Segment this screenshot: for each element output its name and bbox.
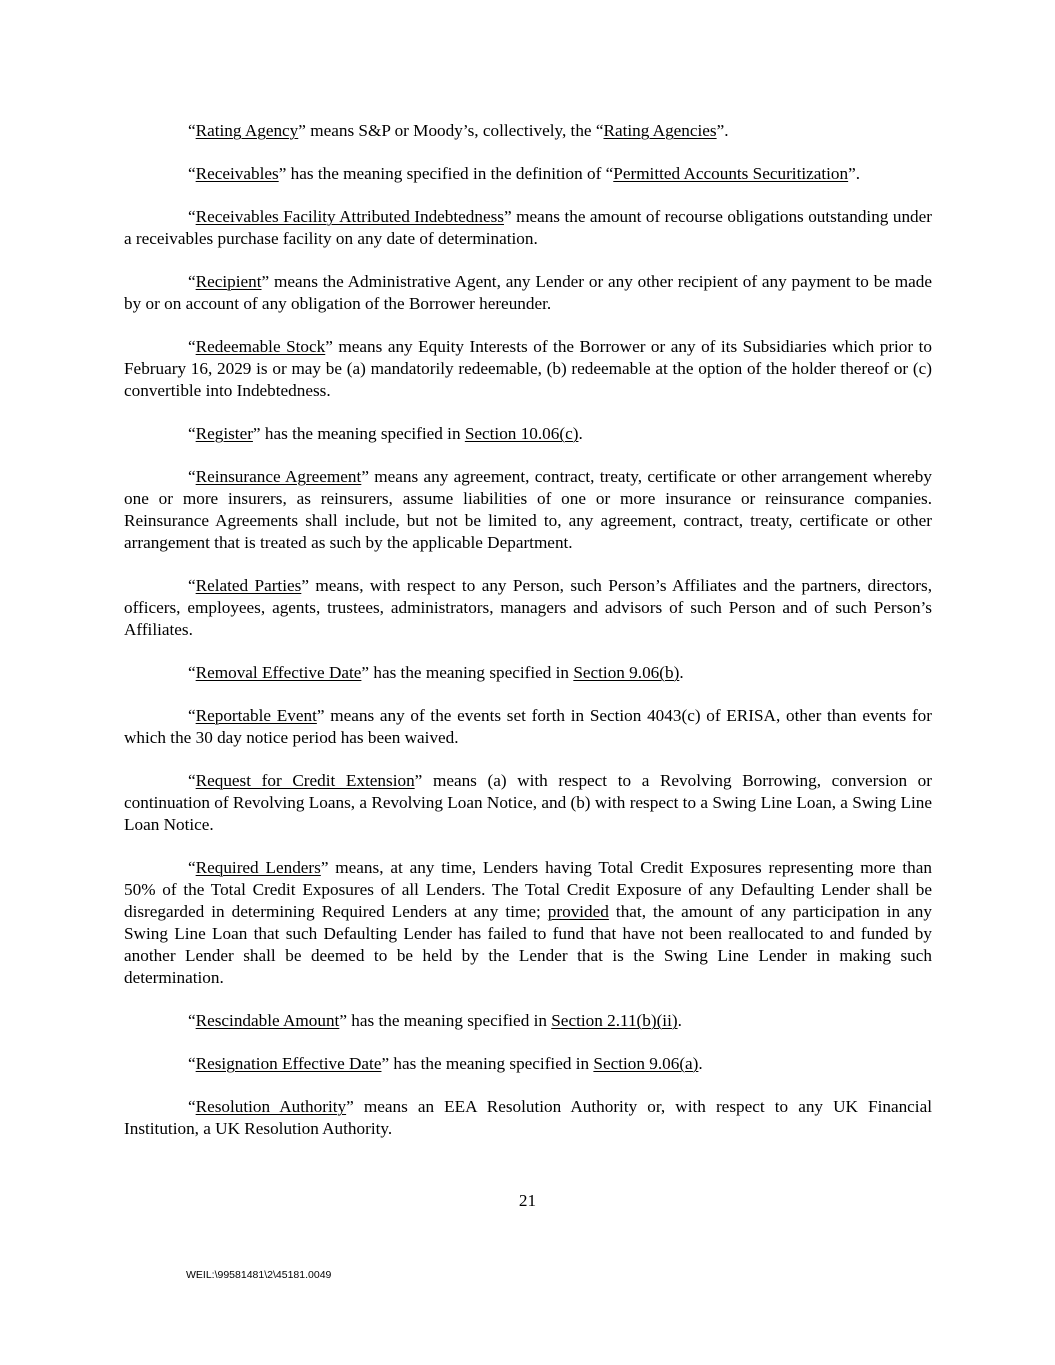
defined-term: Related Parties: [195, 576, 302, 595]
definition-text: means (a) with respect to a Revolving Borrowing, conversion or continuation of Revolving Loans, a Revolving Loan Notice, and (b) with respect to a Swing Line Loan, a Swing Line Loan Notice.: [124, 771, 932, 834]
defined-term: Resolution Authority: [195, 1097, 347, 1116]
definition-paragraph: “Receivables” has the meaning specified in the definition of “Permitted Accounts Securitization”.: [188, 164, 861, 183]
definition-text: means any agreement, contract, treaty, certificate or other arrangement whereby one or more insurers, as reinsurers, assume liabilities of one or more insurance or reinsurance companies. Reinsurance Agreements shall include, but not be limited to, any agreement, contract, treaty, certificate or other arrangement that is treated as such by the applicable Department.: [124, 467, 932, 552]
definition-text: means the amount of recourse obligations outstanding under a receivables purchase facility on any date of determination.: [124, 207, 932, 248]
defined-term: Redeemable Stock: [195, 337, 326, 356]
defined-term: Rating Agency: [195, 121, 299, 140]
definition-text: means, with respect to any Person, such Person’s Affiliates and the partners, directors, officers, employees, agents, trustees, administrators, managers and advisors of such Person and of such Person’s Affiliates.: [124, 576, 932, 639]
cross-reference: provided: [547, 902, 609, 921]
page-number: 21: [518, 1191, 537, 1210]
definition-paragraph: “Request for Credit Extension” means (a) with respect to a Revolving Borrowing, conversion or continuation of Revolving Loans, a Revolving Loan Notice, and (b) with respect to a Swing Line Loan, a Swing Line Loan Notice.: [124, 771, 932, 834]
definition-text: that, the amount of any participation in any Swing Line Loan that such Defaulting Lender has failed to fund that have not been reallocated to and funded by another Lender shall be deemed to be held by the Lender that is the Swing Line Lender in making such determination.: [124, 902, 932, 987]
definition-text: ”.: [716, 121, 729, 140]
cross-reference: Section 10.06(c): [464, 424, 579, 443]
definition-text: .: [677, 1011, 682, 1030]
definition-paragraph: “Register” has the meaning specified in Section 10.06(c).: [188, 424, 583, 443]
defined-term: Register: [195, 424, 253, 443]
definition-paragraph: “Resignation Effective Date” has the meaning specified in Section 9.06(a).: [188, 1054, 703, 1073]
cross-reference: Section 9.06(a): [593, 1054, 699, 1073]
definition-paragraph: “Removal Effective Date” has the meaning specified in Section 9.06(b).: [188, 663, 684, 682]
definition-paragraph: “Redeemable Stock” means any Equity Interests of the Borrower or any of its Subsidiaries which prior to February 16, 2029 is or may be (a) mandatorily redeemable, (b) redeemable at the option of the holder thereof or (c) convertible into Indebtedness.: [124, 337, 932, 400]
definition-text: has the meaning specified in: [346, 1011, 552, 1030]
defined-term: Reportable Event: [195, 706, 317, 725]
cross-reference: Section 2.11(b)(ii): [551, 1011, 678, 1030]
document-id: WEIL:\99581481\2\45181.0049: [186, 1269, 332, 1281]
definition-paragraph: “Related Parties” means, with respect to any Person, such Person’s Affiliates and the partners, directors, officers, employees, agents, trustees, administrators, managers and advisors of such Person and of such Person’s Affiliates.: [124, 576, 932, 639]
definition-paragraph: “Required Lenders” means, at any time, Lenders having Total Credit Exposures representing more than 50% of the Total Credit Exposures of all Lenders. The Total Credit Exposure of any Defaulting Lender shall be disregarded in determining Required Lenders at any time; provided that, the amount of any participation in any Swing Line Loan that such Defaulting Lender has failed to fund that have not been reallocated to and funded by another Lender shall be deemed to be held by the Lender that is the Swing Line Lender in making such determination.: [124, 858, 932, 987]
definition-text: has the meaning specified in: [389, 1054, 594, 1073]
cross-reference: Section 9.06(b): [573, 663, 680, 682]
defined-term: Reinsurance Agreement: [195, 467, 362, 486]
definition-text: has the meaning specified in: [369, 663, 574, 682]
defined-term: Receivables: [195, 164, 279, 183]
definition-paragraph: “Reportable Event” means any of the events set forth in Section 4043(c) of ERISA, other than events for which the 30 day notice period has been waived.: [124, 706, 932, 747]
document-body: [124, 120, 932, 1161]
definition-text: has the meaning specified in: [260, 424, 465, 443]
definition-text: has the meaning specified in the definition of “: [286, 164, 614, 183]
definition-text: means S&P or Moody’s, collectively, the “: [305, 121, 604, 140]
defined-term: Receivables Facility Attributed Indebtedness: [195, 207, 504, 226]
definition-text: means any of the events set forth in Section 4043(c) of ERISA, other than events for which the 30 day notice period has been waived.: [124, 706, 932, 747]
definition-text: ”.: [848, 164, 861, 183]
defined-term: Required Lenders: [195, 858, 321, 877]
definition-text: means the Administrative Agent, any Lender or any other recipient of any payment to be made by or on account of any obligation of the Borrower hereunder.: [124, 272, 932, 313]
definition-text: means any Equity Interests of the Borrower or any of its Subsidiaries which prior to February 16, 2029 is or may be (a) mandatorily redeemable, (b) redeemable at the option of the holder thereof or (c) convertible into Indebtedness.: [124, 337, 932, 400]
defined-term: Resignation Effective Date: [195, 1054, 382, 1073]
cross-reference: Rating Agencies: [603, 121, 717, 140]
definition-paragraph: “Receivables Facility Attributed Indebtedness” means the amount of recourse obligations outstanding under a receivables purchase facility on any date of determination.: [124, 207, 932, 248]
cross-reference: Permitted Accounts Securitization: [613, 164, 849, 183]
definition-paragraph: “Recipient” means the Administrative Agent, any Lender or any other recipient of any payment to be made by or on account of any obligation of the Borrower hereunder.: [124, 272, 932, 313]
definition-paragraph: “Rescindable Amount” has the meaning specified in Section 2.11(b)(ii).: [188, 1011, 682, 1030]
definition-paragraph: “Resolution Authority” means an EEA Resolution Authority or, with respect to any UK Financial Institution, a UK Resolution Authority.: [124, 1097, 932, 1138]
definition-text: .: [679, 663, 684, 682]
defined-term: Recipient: [195, 272, 262, 291]
defined-term: Removal Effective Date: [195, 663, 362, 682]
definition-text: .: [698, 1054, 703, 1073]
definition-text: means an EEA Resolution Authority or, with respect to any UK Financial Institution, a UK Resolution Authority.: [124, 1097, 932, 1138]
defined-term: Request for Credit Extension: [195, 771, 415, 790]
definition-paragraph: “Rating Agency” means S&P or Moody’s, collectively, the “Rating Agencies”.: [188, 121, 729, 140]
definition-paragraph: “Reinsurance Agreement” means any agreement, contract, treaty, certificate or other arrangement whereby one or more insurers, as reinsurers, assume liabilities of one or more insurance or reinsurance companies. Reinsurance Agreements shall include, but not be limited to, any agreement, contract, treaty, certificate or other arrangement that is treated as such by the applicable Department.: [124, 467, 932, 552]
definition-text: .: [578, 424, 583, 443]
definition-text: means, at any time, Lenders having Total Credit Exposures representing more than 50% of the Total Credit Exposures of all Lenders. The Total Credit Exposure of any Defaulting Lender shall be disregarded in determining Required Lenders at any time;: [124, 858, 932, 921]
defined-term: Rescindable Amount: [195, 1011, 340, 1030]
